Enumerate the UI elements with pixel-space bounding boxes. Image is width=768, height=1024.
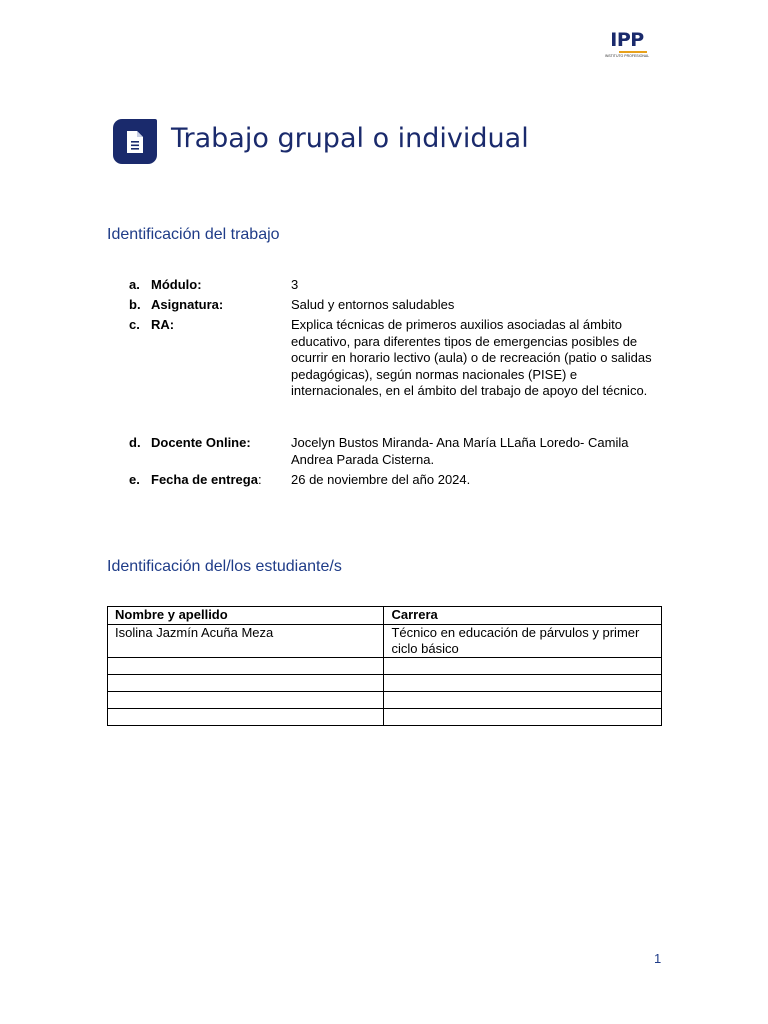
page-number: 1: [654, 951, 662, 966]
field-letter: d.: [129, 435, 141, 450]
cell-student-career[interactable]: [384, 709, 662, 726]
field-letter: b.: [129, 297, 141, 312]
table-row: [108, 692, 662, 709]
cell-student-name[interactable]: [108, 692, 384, 709]
column-header-name: Nombre y apellido: [108, 607, 384, 625]
field-label-suffix: :: [257, 472, 262, 487]
cell-student-career[interactable]: [384, 692, 662, 709]
logo-accent-bar: [619, 51, 647, 53]
cell-student-name[interactable]: Isolina Jazmín Acuña Meza: [108, 625, 384, 658]
page-title: Trabajo grupal o individual: [171, 123, 529, 154]
cell-student-career[interactable]: Técnico en educación de párvulos y primer ciclo básico: [384, 625, 662, 658]
field-value: 26 de noviembre del año 2024.: [291, 472, 471, 487]
field-value: Jocelyn Bustos Miranda- Ana María LLaña Loredo- Camila Andrea Parada Cisterna.: [291, 435, 629, 467]
table-row: [108, 625, 662, 658]
field-label: Módulo:: [151, 277, 202, 292]
cell-student-name[interactable]: [108, 675, 384, 692]
cell-student-career[interactable]: [384, 675, 662, 692]
column-header-career: Carrera: [384, 607, 662, 625]
section-heading-work: Identificación del trabajo: [107, 226, 280, 243]
field-label: [151, 472, 262, 489]
field-value: 3: [291, 277, 299, 292]
ipp-logo: [603, 30, 651, 58]
logo-subtitle: INSTITUTO PROFESIONAL: [604, 54, 650, 58]
cell-student-name[interactable]: [108, 709, 384, 726]
field-label: Docente Online:: [151, 435, 251, 450]
cell-student-name[interactable]: [108, 658, 384, 675]
table-row: [108, 709, 662, 726]
field-letter: c.: [129, 317, 140, 332]
document-icon: [113, 119, 157, 164]
cell-student-career[interactable]: [384, 658, 662, 675]
section-heading-students: Identificación del/los estudiante/s: [107, 558, 342, 575]
table-row: [108, 658, 662, 675]
logo-text: IPP: [610, 29, 644, 51]
field-label-text: Fecha de entrega: [151, 472, 258, 487]
field-label: RA:: [151, 317, 175, 332]
field-value: Explica técnicas de primeros auxilios asociadas al ámbito educativo, para diferentes tipos de emergencias posibles de ocurrir en horario lectivo (aula) o de recreación (patio o salidas pedagógicas), según normas nacionales (PISE) e internacionales, en el ámbito del trabajo de apoyo del técnico.: [291, 317, 652, 398]
field-label: Asignatura:: [151, 297, 224, 312]
table-header-row: [108, 607, 662, 625]
students-table: [107, 606, 662, 726]
field-letter: a.: [129, 277, 140, 292]
table-row: [108, 675, 662, 692]
field-value: Salud y entornos saludables: [291, 297, 455, 312]
field-letter: e.: [129, 472, 140, 487]
